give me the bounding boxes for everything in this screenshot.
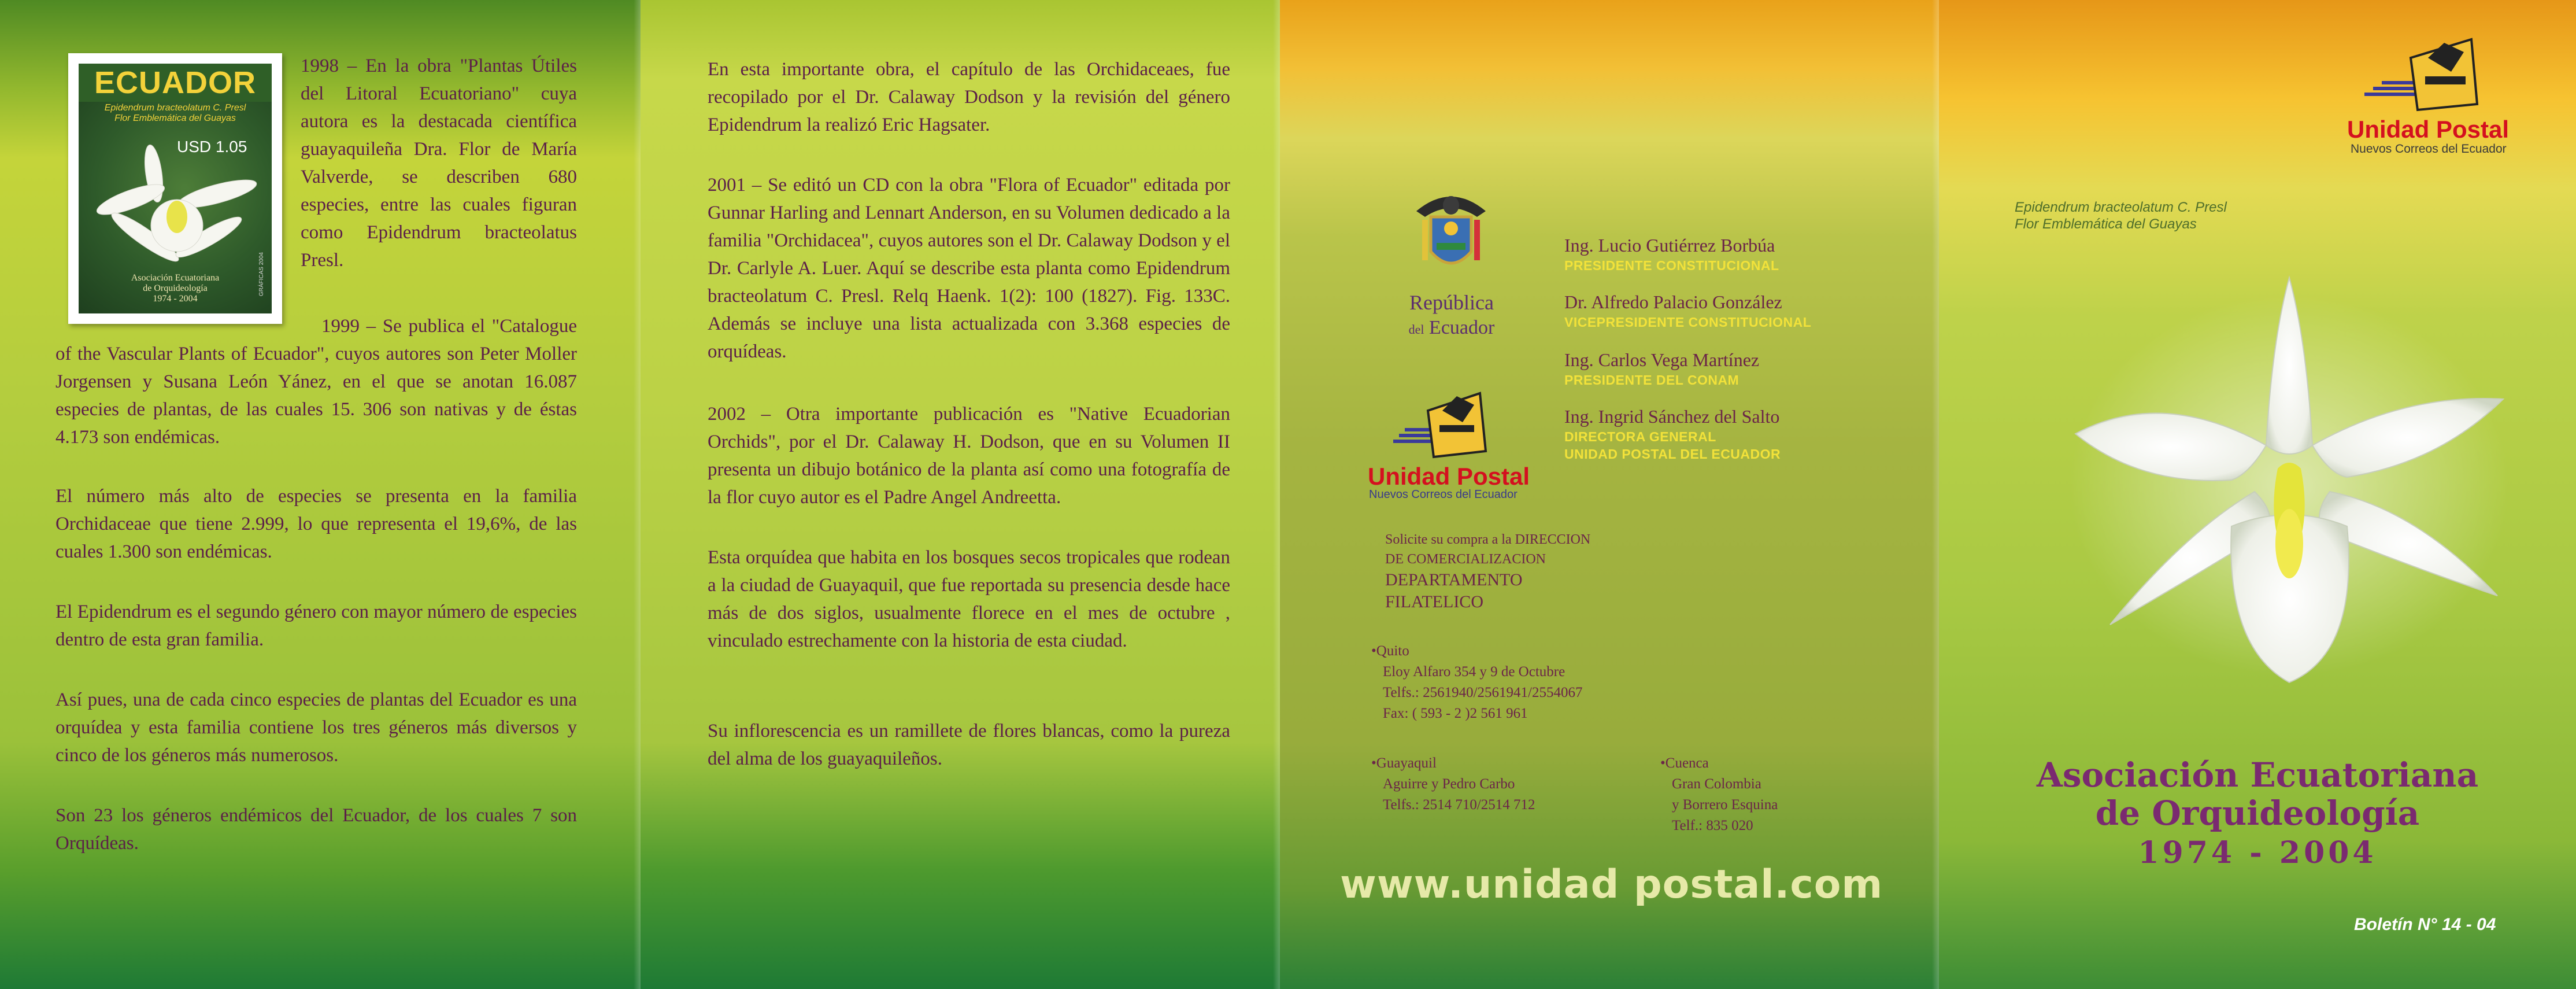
bullet-icon: • (1371, 643, 1376, 659)
cuenca-city: Cuenca (1665, 755, 1709, 771)
paragraph-1999: 1999 – Se publica el "Catalogue of the Vascular Plants of Ecuador", cuyos autores son Peter Moller Jorgensen y Susana León Yánez, en el que se anotan 16.087 especies de plantas, de las cuales 15. 306 son nativas y de éstas 4.173 son endémicas. (55, 316, 577, 448)
quito-heading (1371, 641, 1409, 662)
boletin-number: Boletín N° 14 - 04 (2354, 915, 2496, 934)
stamp-image (79, 64, 272, 313)
cuenca-line-2: y Borrero Esquina (1672, 797, 1778, 813)
cover-logo-name: Unidad Postal (2347, 116, 2510, 143)
quito-line-3: Fax: ( 593 - 2 )2 561 961 (1383, 706, 1528, 721)
postage-stamp (68, 53, 282, 324)
guayaquil-line-1: Aguirre y Pedro Carbo (1383, 776, 1515, 792)
stamp-value: USD 1.05 (177, 138, 247, 156)
official-name-2: Dr. Alfredo Palacio González (1564, 291, 1782, 312)
paragraph-2001: 2001 – Se editó un CD con la obra "Flora of Ecuador" editada por Gunnar Harling and Lennart Anderson, en su Volumen dedicado a la familia "Orchidacea", cuyos autores son el Dr. Calaway Dodson y el Dr. Carlyle A. Luer. Aquí se describe esta planta como Epidendrum bracteolatum C. Presl. Relq Haenk. 1(2): 100 (1827). Fig. 133C. Además se incluye una lista actualizada con 3.368 especies de orquídeas. (708, 175, 1230, 362)
website-link[interactable]: www.unidad postal.com (1340, 862, 1883, 907)
stamp-org-2: de Orquideología (143, 283, 208, 293)
official-name-4: Ing. Ingrid Sánchez del Salto (1564, 406, 1780, 427)
official-title-4b: UNIDAD POSTAL DEL ECUADOR (1564, 446, 1781, 462)
official-title-1: PRESIDENTE CONSTITUCIONAL (1564, 258, 1779, 273)
unidad-postal-logo-sub: Nuevos Correos del Ecuador (1369, 488, 1518, 501)
departamento-line-2: FILATELICO (1385, 592, 1483, 611)
cuenca-heading (1660, 753, 1709, 774)
departamento-line-1: DEPARTAMENTO (1385, 570, 1523, 589)
bullet-icon: • (1660, 755, 1665, 771)
paragraph-importante-obra: En esta importante obra, el capítulo de las Orchidaceaes, fue recopilado por el Dr. Calaway Dodson y la revisión del género Epidendrum la realizó Eric Hagsater. (708, 59, 1230, 135)
paragraph-inflorescencia: Su inflorescencia es un ramillete de flores blancas, como la pureza del alma de los guayaquileños. (708, 721, 1230, 769)
unidad-postal-cover-logo-icon (2364, 35, 2492, 116)
solicite-line-2: DE COMERCIALIZACION (1385, 552, 1546, 567)
stamp-species: Epidendrum bracteolatum C. Presl (104, 103, 246, 113)
stamp-country: ECUADOR (79, 64, 272, 102)
quito-city: Quito (1376, 643, 1409, 659)
republica-ecuador: Ecuador (1429, 317, 1495, 338)
bullet-icon: • (1371, 755, 1376, 771)
coat-of-arms-icon (1411, 188, 1491, 281)
paragraph-epidendrum: El Epidendrum es el segundo género con mayor número de especies dentro de esta gran familia. (55, 601, 577, 650)
stamp-orchid-icon (90, 145, 264, 272)
official-name-1: Ing. Lucio Gutiérrez Borbúa (1564, 235, 1775, 256)
orchid-caption-line-2: Flor Emblemática del Guayas (2015, 216, 2197, 232)
stamp-vertical-text: GRÁFICAS 2004 (258, 252, 265, 296)
title-line-2: de Orquideología (2095, 794, 2420, 833)
panel-history-1 (0, 0, 641, 989)
quito-line-2: Telfs.: 2561940/2561941/2554067 (1383, 685, 1583, 700)
republica-label: República (1409, 291, 1494, 314)
stamp-years: 1974 - 2004 (153, 294, 198, 304)
official-name-3: Ing. Carlos Vega Martínez (1564, 349, 1760, 370)
stamp-org-1: Asociación Ecuatoriana (131, 273, 220, 283)
guayaquil-heading (1371, 753, 1437, 774)
guayaquil-city: Guayaquil (1376, 755, 1437, 771)
paragraph-orquidea-guayaquil: Esta orquídea que habita en los bosques secos tropicales que rodean a la ciudad de Guayaquil, que fue reportada su presencia desde hace más de dos siglos, usualmente florece en el mes de octubre , vinculado estrechamente con la historia de esta ciudad. (708, 547, 1230, 651)
title-line-1: Asociación Ecuatoriana (2036, 755, 2479, 795)
republica-del: del (1408, 322, 1424, 337)
paragraph-1998: 1998 – En la obra "Plantas Útiles del Litoral Ecuatoriano" cuya autora es la destacada científica guayaquileña Dra. Flor de María Valverde, se describen 680 especies, entre las cuales figuran como Epidendrum bracteolatus Presl. (301, 56, 577, 271)
guayaquil-line-2: Telfs.: 2514 710/2514 712 (1383, 797, 1535, 813)
solicite-line-1: Solicite su compra a la DIRECCION (1385, 532, 1591, 547)
paragraph-2002: 2002 – Otra importante publicación es "Native Ecuadorian Orchids", por el Dr. Calaway H. Dodson, que en su Volumen II presenta un dibujo botánico de la planta así como una fotografía de la flor cuyo autor es el Padre Angel Andreetta. (708, 404, 1230, 508)
panel-history-2 (641, 0, 1280, 989)
quito-line-1: Eloy Alfaro 354 y 9 de Octubre (1383, 664, 1565, 680)
republica-ecuador-line (1386, 317, 1517, 339)
official-title-4: DIRECTORA GENERAL (1564, 429, 1716, 444)
paragraph-generos-endemicos: Son 23 los géneros endémicos del Ecuador, de los cuales 7 son Orquídeas. (55, 805, 577, 854)
official-title-2: VICEPRESIDENTE CONSTITUCIONAL (1564, 315, 1812, 330)
orchid-flower-icon (2058, 254, 2521, 706)
title-years: 1974 - 2004 (2138, 835, 2377, 870)
unidad-postal-logo-icon (1393, 388, 1497, 463)
stamp-flower-line: Flor Emblemática del Guayas (114, 113, 236, 123)
unidad-postal-logo-name: Unidad Postal (1368, 463, 1530, 490)
cuenca-line-1: Gran Colombia (1672, 776, 1761, 792)
cover-logo-sub: Nuevos Correos del Ecuador (2351, 142, 2507, 156)
paragraph-numero-especies: El número más alto de especies se presenta en la familia Orchidaceae que tiene 2.999, lo que representa el 19,6%, de las cuales 1.300 son endémicas. (55, 486, 577, 562)
orchid-caption-line-1: Epidendrum bracteolatum C. Presl (2015, 200, 2227, 215)
cuenca-line-3: Telf.: 835 020 (1672, 818, 1753, 833)
official-title-3: PRESIDENTE DEL CONAM (1564, 372, 1739, 388)
paragraph-asi-pues: Así pues, una de cada cinco especies de plantas del Ecuador es una orquídea y esta familia contiene los tres géneros más diversos y cinco de los géneros más numerosos. (55, 689, 577, 766)
orchid-caption (2015, 199, 2227, 233)
